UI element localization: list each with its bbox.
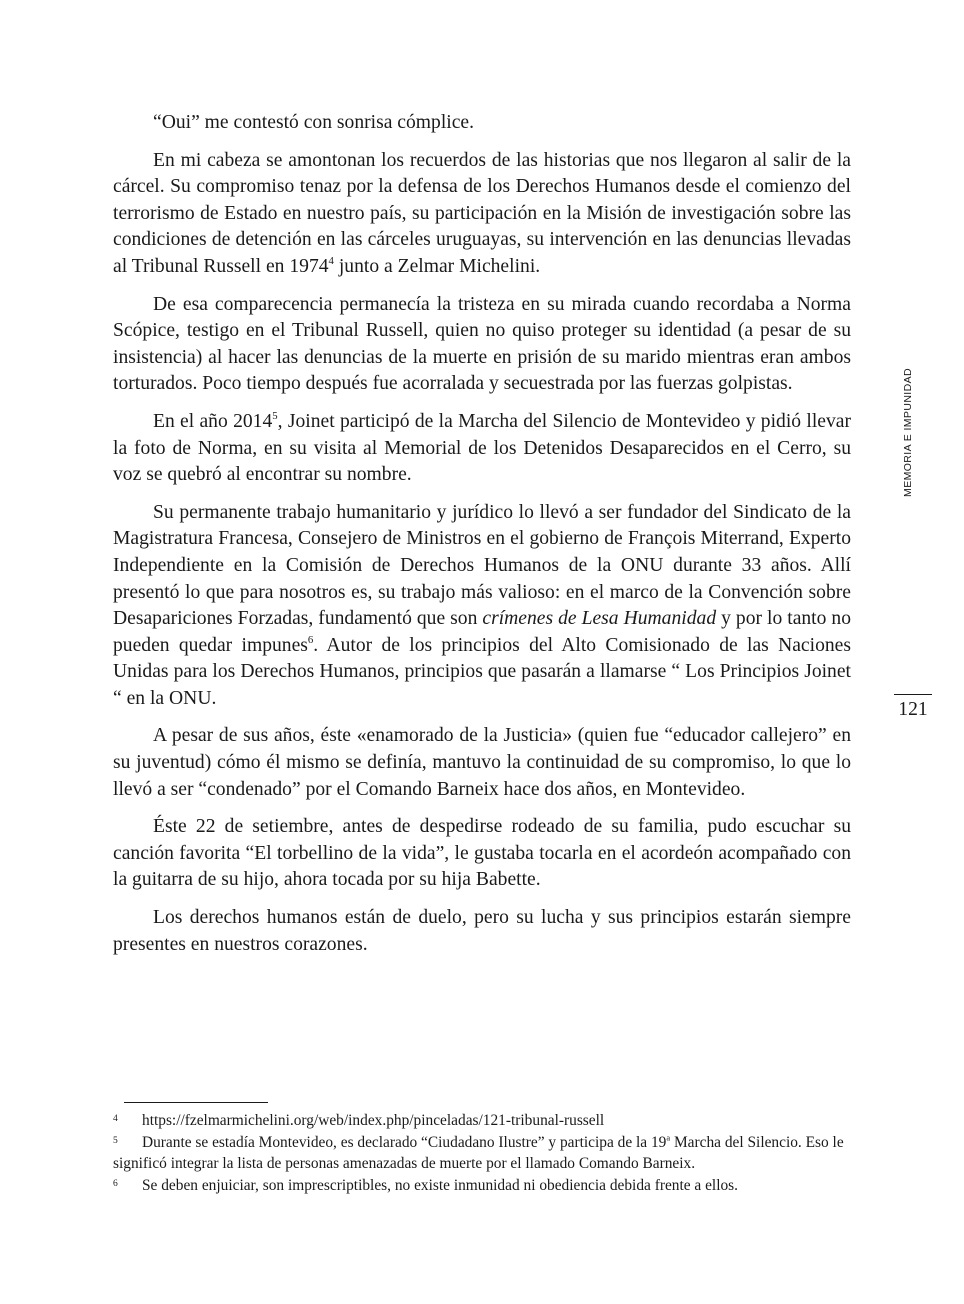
paragraph-text: En mi cabeza se amontonan los recuerdos de las historias que nos llegaron al salir de la cárcel. Su compromiso tenaz por la defensa de los Derechos Humanos desde el comienzo del terrorismo de Estado en nuestro país, su participación en la Misión de investigación sobre las condiciones de detención en las cárceles uruguayas, su intervención en las denuncias llevadas al Tribunal Russell en 1974 [113,149,851,277]
footnote-6: 6 Se deben enjuiciar, son imprescriptibles, no existe inmunidad ni obediencia debida frente a ellos. [113,1176,739,1194]
paragraph [113,110,851,137]
footnote-link[interactable]: https://fzelmarmichelini.org/web/index.php/pinceladas/121-tribunal-russell [142,1112,605,1129]
paragraph-text: “Oui” me contestó con sonrisa cómplice. [153,112,475,133]
footnote-text: Durante se estadía Montevideo, es declarado “Ciudadano Ilustre” y participa de la 19 [142,1133,667,1151]
paragraph-text: . Autor de los principios del Alto Comisionado de las Naciones Unidas para los Derechos Humanos, principios que pasarán a llamarse “ Los Principios Joinet “ en la ONU. [113,634,851,709]
paragraph-text: Su permanente trabajo humanitario y jurídico lo llevó a ser fundador del Sindicato de la Magistratura Francesa, Consejero de Ministros en el gobierno de François Miterrand, Experto Independiente en la Comisión de Derechos Humanos de la ONU durante 33 años. Allí presentó lo que para nosotros es, su trabajo más valioso: en el marco de la Convención sobre Desapariciones Forzadas, fundamentó que son [113,501,851,630]
footnote-ref-6[interactable]: 6 [307,633,314,646]
footnote-5: 5 Durante se estadía Montevideo, es declarado “Ciudadano Ilustre” y participa de la 19$^a$ Marcha del Silencio. Eso le significó integrar la lista de personas amenazadas de muerte por el llamado Comando Barneix. [113,1132,844,1173]
paragraph-text: A pesar de sus años, éste «enamorado de la Justicia» (quien fue “educador callejero” en su juventud) cómo él mismo se definía, mantuvo la continuidad de su compromiso, lo que lo llevó a ser “condenado” por el Comando Barneix hace dos años, en Montevideo. [113,725,851,800]
paragraph-text: , Joinet participó de la Marcha del Silencio de Montevideo y pidió llevar la foto de Norma, en su visita al Memorial de los Detenidos Desaparecidos en el Cerro, su voz se quebró al encontrar su nombre. [113,410,851,486]
footnotes [113,1110,853,1196]
paragraph-text: y por lo tanto no pueden quedar impunes [113,608,852,656]
running-section-header [902,368,922,518]
footnote-separator [124,1102,268,1103]
ordinal-mark: a [666,1132,671,1143]
page-number-rule [894,694,932,695]
paragraph [113,292,851,398]
paragraph [113,814,851,894]
paragraph [113,905,851,958]
paragraph [113,723,851,803]
footnote-4: 4 https://fzelmarmichelini.org/web/index.php/pinceladas/121-tribunal-russell [113,1112,605,1129]
footnote-text: Se deben enjuiciar, son imprescriptibles, no existe inmunidad ni obediencia debida frente a ellos. [142,1176,739,1194]
page-number: 121 [898,699,928,720]
paragraph-text: En el año 2014 [153,410,273,432]
paragraph-text: Los derechos humanos están de duelo, pero su lucha y sus principios estarán siempre presentes en nuestros corazones. [113,907,851,955]
paragraph-text: junto a Zelmar Michelini. [333,255,541,277]
main-text [113,110,851,958]
section-title: MEMORIA E IMPUNIDAD [902,368,914,497]
paragraph [113,148,851,281]
footnote-ref-4[interactable]: 4 [328,254,334,267]
footnote-ref-5[interactable]: 5 [272,409,278,422]
paragraph-text: Éste 22 de setiembre, antes de despedirse rodeado de su familia, pudo escuchar su canción favorita “El torbellino de la vida”, le gustaba tocarla en el acordeón acompañado con la guitarra de su hijo, ahora tocada por su hija Babette. [113,816,851,891]
paragraph [113,500,851,713]
paragraph [113,409,851,489]
paragraph-text: De esa comparecencia permanecía la tristeza en su mirada cuando recordaba a Norma Scópice, testigo en el Tribunal Russell, quien no quiso proteger su identidad (a pesar de su insistencia) al hacer las denuncias de la muerte en prisión de su marido mientras eran ambos torturados. Poco tiempo después fue acorralada y secuestrada por las fuerzas golpistas. [113,293,851,395]
italic-phrase: crímenes de Lesa Humanidad [482,608,717,630]
footnote-text: Marcha del Silencio. Eso le significó integrar la lista de personas amenazadas de muerte por el llamado Comando Barneix. [113,1133,844,1173]
